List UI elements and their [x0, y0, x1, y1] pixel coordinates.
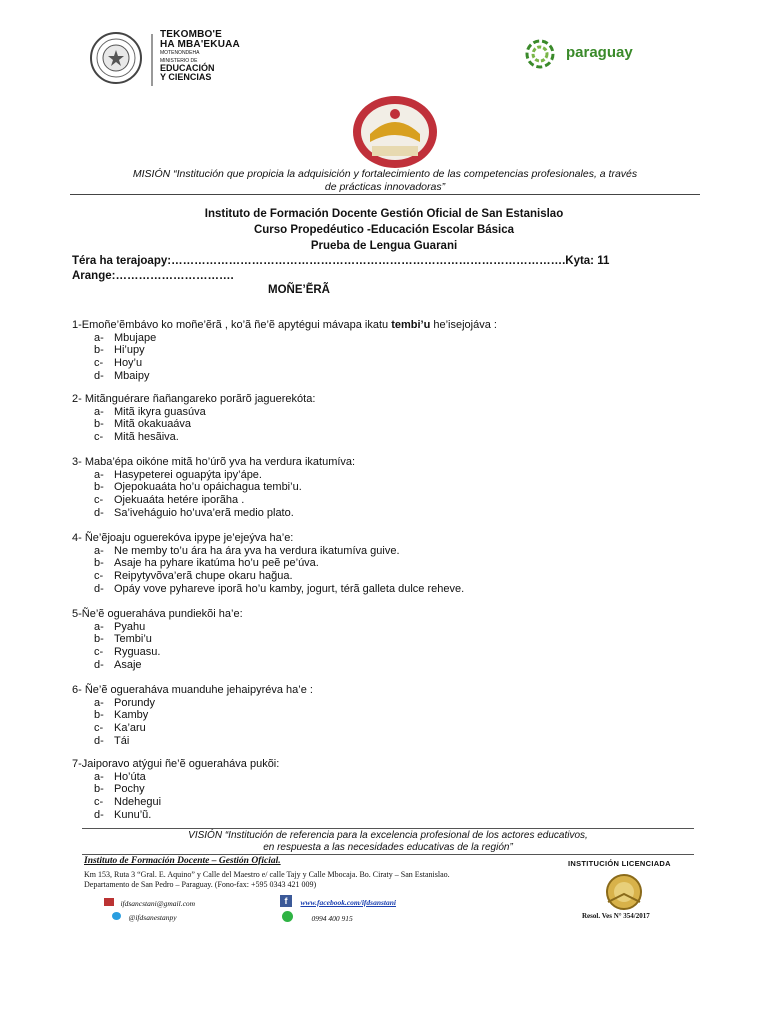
- answer-option[interactable]: [94, 370, 149, 383]
- section-title: MOÑE’ẼRÃ: [268, 284, 330, 296]
- option-text: Sa’iveháguio ho’uva’erã medio plato.: [114, 506, 294, 519]
- option-text: Ojepokuaáta ho’u opáichagua tembi’u.: [114, 481, 302, 494]
- option-text: Kamby: [114, 709, 149, 722]
- ministry-line-3: MOTENONDEHA: [160, 50, 200, 56]
- question-text: 2- Mitãnguérare ñañangareko porãrõ jaguerekóta:: [72, 393, 316, 405]
- option-text: Pochy: [114, 783, 145, 796]
- option-text: Hasypeterei oguapýta ipy’ápe.: [114, 468, 262, 481]
- vision-text-2: en respuesta a las necesidades educativas de la región”: [263, 842, 513, 853]
- option-key: b-: [94, 344, 104, 357]
- option-text: Mbaipy: [114, 369, 150, 382]
- institute-logo: [350, 90, 440, 170]
- exam-title: Prueba de Lengua Guarani: [310, 240, 458, 252]
- ministry-line-2: HA MBA'EKUAA: [160, 39, 240, 50]
- email-icon: [104, 898, 114, 906]
- option-key: b-: [94, 481, 104, 494]
- question-text: 5-Ñe’ẽ ogueraháva pundiekõi ha’e:: [72, 608, 243, 620]
- option-key: a-: [94, 696, 104, 709]
- mission-text: “Institución que propicia la adquisición y fortalecimiento de las competencias profesionales, a través: [173, 168, 638, 180]
- option-text: Mitã okakuaáva: [114, 418, 192, 431]
- question-text-end: he’isejojáva :: [430, 319, 497, 331]
- footer-address-1: Km 153, Ruta 3 “Gral. E. Aquino” y Calle del Maestro e/ calle Tajy y Calle Mbocaja. Bo. Ciraty – San Estanislao.: [84, 870, 450, 879]
- question-text: 7-Jaiporavo atýgui ñe’ẽ ogueraháva pukõi:: [72, 758, 280, 770]
- question-text: 1-Emoñe’ẽmbávo ko moñe’ẽrã , ko’ã ñe’ẽ apytégui mávapa ikatu: [72, 319, 392, 331]
- email-text: ifdsancstani@gmail.com: [120, 899, 196, 908]
- answer-option[interactable]: [94, 633, 152, 646]
- option-text: Ryguasu.: [114, 645, 161, 658]
- license-seal: [598, 872, 650, 912]
- question-prompt: [72, 456, 355, 469]
- answer-option[interactable]: [94, 783, 145, 796]
- question-text: 6- Ñe’ẽ ogueraháva muanduhe jehaipyréva ha’e :: [72, 684, 313, 696]
- answer-option[interactable]: [94, 545, 400, 558]
- option-text: Mitã ikyra guasúva: [114, 405, 206, 418]
- answer-option[interactable]: [94, 344, 145, 357]
- mission-text-2: de prácticas innovadoras”: [324, 181, 446, 193]
- option-text: Ho’úta: [114, 770, 146, 783]
- resolution-text: Resol. Ves N° 354/2017: [582, 912, 650, 920]
- option-text: Pyahu: [114, 620, 146, 633]
- option-key: c-: [94, 493, 104, 506]
- whatsapp-text: 0994 400 915: [311, 914, 353, 923]
- facebook-icon: f: [280, 895, 292, 907]
- option-key: b-: [94, 418, 104, 431]
- answer-option[interactable]: [94, 557, 319, 570]
- answer-option[interactable]: [94, 697, 155, 710]
- question-prompt: [72, 393, 315, 406]
- question-prompt: [72, 608, 243, 621]
- footer-address-2: Departamento de San Pedro – Paraguay. (Fono-fax: +595 0343 421 009): [84, 880, 317, 889]
- option-key: a-: [94, 770, 104, 783]
- option-text: Hi’upy: [114, 344, 145, 357]
- ministry-line-6: Y CIENCIAS: [160, 72, 212, 82]
- ministry-line-4: MINISTERIO DE: [160, 58, 198, 64]
- option-text: Opáy vove pyhareve iporã ho’u kamby, jogurt, térã galleta dulce reheve.: [114, 582, 465, 595]
- option-key: b-: [94, 709, 104, 722]
- divider: [82, 828, 694, 829]
- license-seal-icon: [598, 872, 650, 912]
- answer-option[interactable]: [94, 659, 142, 672]
- answer-option[interactable]: [94, 709, 148, 722]
- option-key: a-: [94, 468, 104, 481]
- option-key: d-: [94, 582, 104, 595]
- ministry-line-5: EDUCACIÓN: [160, 63, 215, 73]
- option-text: Tembi’u: [114, 633, 152, 646]
- question-prompt: [72, 319, 497, 332]
- option-text: Hoy’u: [114, 356, 143, 369]
- vision-text: “Institución de referencia para la excelencia profesional de los actores educativos,: [224, 830, 588, 841]
- ministry-wordmark: [160, 30, 240, 82]
- whatsapp-contact[interactable]: [282, 908, 353, 926]
- option-text: Asaje ha pyhare ikatúma ho’u peẽ pe’úva.: [114, 557, 319, 570]
- option-key: b-: [94, 557, 104, 570]
- option-text: Mitã hesãiva.: [114, 430, 179, 443]
- answer-option[interactable]: [94, 332, 156, 345]
- answer-option[interactable]: [94, 570, 293, 583]
- option-text: Ka’aru: [114, 721, 146, 734]
- option-key: c-: [94, 795, 104, 808]
- answer-option[interactable]: [94, 469, 262, 482]
- option-key: a-: [94, 544, 104, 557]
- course-title: Curso Propedéutico -Educación Escolar Básica: [253, 224, 515, 236]
- option-text: Ojekuaáta hetére iporãha .: [114, 493, 245, 506]
- option-key: b-: [94, 633, 104, 646]
- question-prompt: [72, 758, 279, 771]
- option-key: c-: [94, 356, 104, 369]
- facebook-link[interactable]: www.facebook.com/ifdsanstani: [300, 898, 397, 907]
- answer-option[interactable]: [94, 357, 142, 370]
- answer-option[interactable]: [94, 481, 302, 494]
- twitter-text: @ifdsanestanpy: [128, 913, 177, 922]
- option-text: Mbujape: [114, 331, 157, 344]
- licensed-label: INSTITUCIÓN LICENCIADA: [568, 859, 671, 868]
- option-text: Tái: [114, 734, 130, 747]
- institute-title: Instituto de Formación Docente Gestión Oficial de San Estanislao: [204, 208, 564, 220]
- answer-option[interactable]: [94, 507, 294, 520]
- option-key: b-: [94, 783, 104, 796]
- option-key: d-: [94, 658, 104, 671]
- paraguay-wordmark: paraguay: [566, 44, 633, 61]
- answer-option[interactable]: [94, 735, 129, 748]
- vision-label: VISIÓN: [188, 830, 223, 841]
- answer-option[interactable]: [94, 494, 244, 507]
- option-key: c-: [94, 569, 104, 582]
- name-field[interactable]: Téra ha terajoapy:………………………………………………………………………………………….Kyta: 11: [72, 255, 610, 267]
- option-key: a-: [94, 620, 104, 633]
- paraguay-star-icon: [520, 36, 564, 72]
- answer-option[interactable]: [94, 418, 191, 431]
- question-text: 4- Ñe’ẽjoaju oguerekóva ipype je’ejeýva ha’e:: [72, 532, 294, 544]
- mission-label: MISIÓN: [132, 168, 171, 180]
- option-key: d-: [94, 808, 104, 821]
- option-key: a-: [94, 331, 104, 344]
- whatsapp-icon: [282, 911, 293, 922]
- option-text: Porundy: [114, 696, 155, 709]
- answer-option[interactable]: [94, 583, 464, 596]
- answer-option[interactable]: [94, 796, 161, 809]
- question-text: 3- Maba’épa oikóne mitã ho’úrõ yva ha verdura ikatumíva:: [72, 456, 356, 468]
- question-prompt: [72, 532, 293, 545]
- option-text: Kunu’ũ.: [114, 808, 152, 821]
- arange-field[interactable]: Arange:………………………….: [72, 270, 234, 282]
- answer-option[interactable]: [94, 771, 146, 784]
- mission-statement: [70, 168, 700, 194]
- option-key: d-: [94, 734, 104, 747]
- option-key: d-: [94, 506, 104, 519]
- answer-option[interactable]: [94, 406, 206, 419]
- option-text: Ne memby to’u ára ha ára yva ha verdura ikatumíva guive.: [114, 544, 400, 557]
- twitter-icon: [112, 912, 121, 920]
- question-prompt: [72, 684, 313, 697]
- answer-option[interactable]: [94, 722, 146, 735]
- option-text: Reipytyvõva’erã chupe okaru hağua.: [114, 569, 293, 582]
- option-key: c-: [94, 721, 104, 734]
- vision-statement: [82, 830, 694, 854]
- option-key: c-: [94, 645, 104, 658]
- question-keyword: tembi’u: [391, 319, 431, 331]
- twitter-contact[interactable]: [112, 907, 177, 925]
- answer-option[interactable]: [94, 431, 179, 444]
- institute-seal-icon: [350, 90, 440, 170]
- answer-option[interactable]: [94, 646, 160, 659]
- ministry-line-1: TEKOMBO'E: [160, 29, 222, 40]
- option-key: c-: [94, 430, 104, 443]
- divider: [70, 194, 700, 195]
- divider: [82, 854, 694, 855]
- answer-option[interactable]: [94, 621, 145, 634]
- option-key: a-: [94, 405, 104, 418]
- footer-institute: Instituto de Formación Docente – Gestión Oficial.: [84, 856, 281, 866]
- option-key: d-: [94, 369, 104, 382]
- option-text: Ndehegui: [114, 795, 162, 808]
- option-text: Asaje: [114, 658, 142, 671]
- answer-option[interactable]: [94, 809, 151, 822]
- national-seal-icon: [86, 30, 156, 90]
